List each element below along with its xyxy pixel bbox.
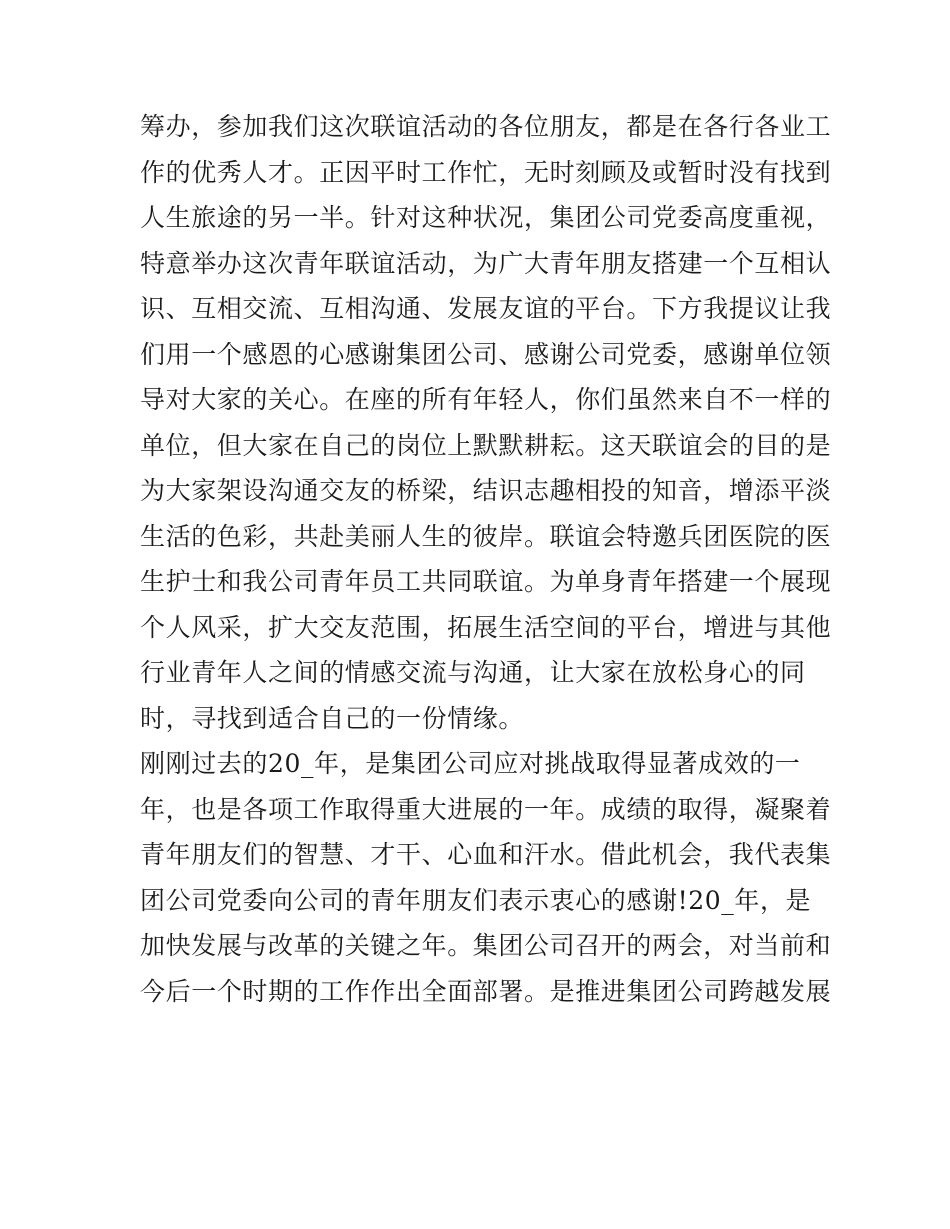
text-line: 特意举办这次青年联谊活动，为广大青年朋友搭建一个互相认 bbox=[140, 248, 832, 278]
body-text bbox=[140, 104, 832, 1014]
text-line: 刚刚过去的20_年，是集团公司应对挑战取得显著成效的一 bbox=[140, 749, 801, 778]
text-line: 作的优秀人才。正因平时工作忙，无时刻顾及或暂时没有找到 bbox=[140, 157, 832, 187]
text-line: 筹办，参加我们这次联谊活动的各位朋友，都是在各行各业工 bbox=[140, 112, 832, 141]
text-line: 识、互相交流、互相沟通、发展友谊的平台。下方我提议让我 bbox=[140, 294, 832, 323]
text-line: 加快发展与改革的关键之年。集团公司召开的两会，对当前和 bbox=[140, 931, 832, 960]
text-line: 青年朋友们的智慧、才干、心血和汗水。借此机会，我代表集 bbox=[140, 840, 832, 869]
text-line: 团公司党委向公司的青年朋友们表示衷心的感谢!20_年，是 bbox=[140, 885, 812, 915]
text-line: 人生旅途的另一半。针对这种状况，集团公司党委高度重视， bbox=[140, 203, 832, 232]
text-line: 单位，但大家在自己的岗位上默默耕耘。这天联谊会的目的是 bbox=[140, 430, 832, 460]
text-line: 年，也是各项工作取得重大进展的一年。成绩的取得，凝聚着 bbox=[140, 794, 832, 824]
text-line: 们用一个感恩的心感谢集团公司、感谢公司党委，感谢单位领 bbox=[140, 339, 832, 369]
text-line: 今后一个时期的工作作出全面部署。是推进集团公司跨越发展 bbox=[140, 976, 832, 1006]
text-line: 时，寻找到适合自己的一份情缘。 bbox=[140, 703, 525, 733]
text-line: 行业青年人之间的情感交流与沟通，让大家在放松身心的同 bbox=[140, 658, 806, 687]
text-line: 为大家架设沟通交友的桥梁，结识志趣相投的知音，增添平淡 bbox=[140, 476, 832, 505]
text-line: 生活的色彩，共赴美丽人生的彼岸。联谊会特邀兵团医院的医 bbox=[140, 521, 832, 551]
text-line: 导对大家的关心。在座的所有年轻人，你们虽然来自不一样的 bbox=[140, 385, 832, 414]
text-line: 生护士和我公司青年员工共同联谊。为单身青年搭建一个展现 bbox=[140, 567, 832, 596]
text-line: 个人风采，扩大交友范围，拓展生活空间的平台，增进与其他 bbox=[140, 612, 832, 642]
